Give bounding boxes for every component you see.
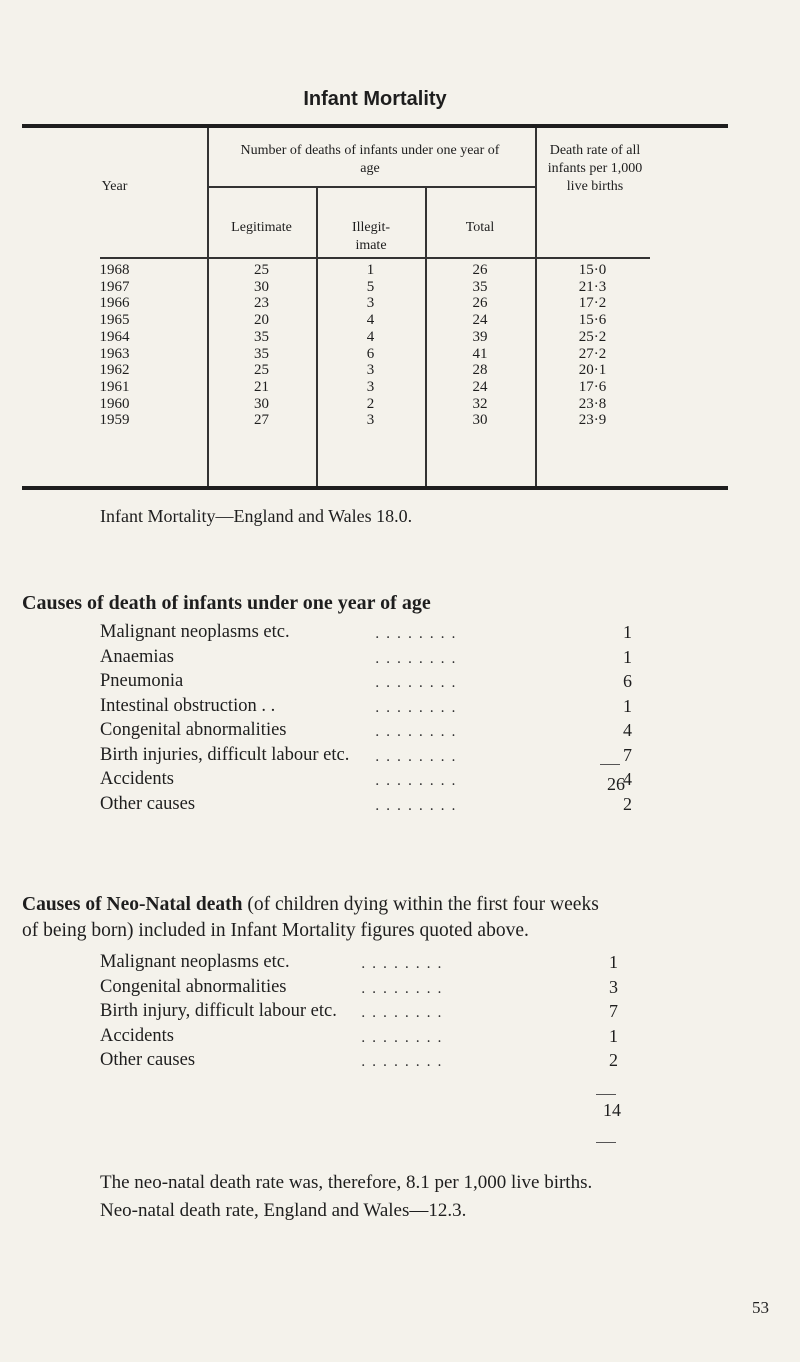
cell-illegitimate: 3	[366, 412, 375, 429]
cell-rate: 23·9	[578, 412, 607, 429]
page-title: Infant Mortality	[303, 88, 447, 110]
item-value: 7	[623, 744, 632, 765]
cell-illegitimate: 3	[366, 362, 375, 379]
neonatal-rate-text: The neo-natal death rate was, therefore, 8.1 per 1,000 live births.	[100, 1172, 593, 1193]
cell-legitimate: 35	[254, 328, 269, 345]
item-label: Other causes	[100, 792, 201, 817]
cell-total: 24	[472, 312, 488, 329]
cell-legitimate: 25	[254, 262, 269, 278]
cell-total: 30	[472, 412, 488, 429]
cell-rate: 21·3	[578, 278, 607, 295]
total-rule	[596, 1094, 616, 1095]
cell-illegitimate: 5	[366, 278, 375, 295]
cell-total: 26	[472, 262, 488, 278]
item-label: Other causes	[100, 1048, 201, 1073]
cell-total: 28	[472, 362, 488, 379]
cell-illegitimate: 6	[366, 345, 375, 362]
dot-leader: . . . . . . . .	[361, 956, 443, 972]
item-value: 4	[623, 720, 632, 740]
dot-leader: . . . . . . . .	[375, 626, 457, 642]
cell-illegitimate: 4	[366, 328, 375, 345]
item-label: Malignant neoplasms etc.	[100, 950, 296, 975]
cell-year: 1961	[99, 378, 130, 395]
cell-illegitimate: 1	[366, 262, 375, 278]
item-value: 2	[623, 793, 632, 814]
total-rule	[600, 764, 620, 765]
item-value: 1	[623, 622, 632, 642]
cell-legitimate: 27	[254, 412, 269, 429]
neonatal-total: 14	[603, 1100, 621, 1120]
cell-year: 1968	[99, 262, 130, 278]
neonatal-heading	[22, 894, 599, 916]
item-value: 1	[623, 646, 632, 667]
cell-legitimate: 20	[254, 312, 269, 329]
total-rule	[596, 1142, 616, 1143]
cell-total: 35	[472, 278, 488, 295]
cell-rate: 25·2	[578, 328, 607, 345]
cell-legitimate: 30	[254, 395, 269, 412]
cell-illegitimate: 3	[366, 378, 375, 395]
cell-total: 39	[472, 328, 488, 345]
dot-leader: . . . . . . . .	[361, 1029, 443, 1046]
item-value: 1	[623, 695, 632, 716]
cell-illegitimate: 3	[366, 295, 375, 312]
cell-rate: 20·1	[578, 362, 607, 379]
cell-year: 1967	[99, 278, 130, 295]
item-label: Accidents	[100, 1024, 180, 1049]
cell-rate: 27·2	[578, 345, 607, 362]
cell-year: 1962	[99, 362, 130, 379]
item-value: 6	[623, 671, 632, 691]
cell-year: 1960	[99, 395, 130, 412]
neonatal-national-text: Neo-natal death rate, England and Wales—12.3.	[100, 1200, 467, 1221]
item-label: Anaemias	[100, 645, 180, 670]
cell-year: 1959	[99, 412, 130, 429]
dot-leader: . . . . . . . .	[375, 797, 457, 814]
cell-total: 24	[472, 378, 488, 395]
item-label: Malignant neoplasms etc.	[100, 620, 296, 645]
cell-total: 41	[472, 345, 488, 362]
dot-leader: . . . . . . . .	[375, 748, 457, 765]
header-year: Year	[101, 179, 128, 194]
cell-legitimate: 25	[254, 362, 269, 379]
table-top-rule	[22, 124, 728, 128]
footnote: Infant Mortality—England and Wales 18.0.	[100, 506, 413, 526]
item-label: Accidents	[100, 767, 180, 792]
header-bottom-rule	[100, 257, 650, 259]
dot-leader: . . . . . . . .	[361, 1005, 443, 1021]
cell-year: 1965	[99, 312, 130, 329]
cell-legitimate: 21	[254, 378, 269, 395]
cell-rate: 17·2	[578, 295, 607, 312]
dot-leader: . . . . . . . .	[375, 773, 457, 789]
item-label: Intestinal obstruction . .	[100, 694, 281, 719]
item-value: 3	[609, 976, 618, 997]
cell-legitimate: 30	[254, 278, 269, 295]
item-value: 1	[609, 1025, 618, 1046]
causes-total: 26	[607, 774, 625, 794]
dot-leader: . . . . . . . .	[375, 650, 457, 667]
dot-leader: . . . . . . . .	[375, 724, 457, 740]
cell-year: 1963	[99, 345, 130, 362]
neonatal-heading-line2: of being born) included in Infant Mortality figures quoted above.	[22, 920, 529, 941]
table-bottom-rule	[22, 486, 728, 490]
cell-illegitimate: 2	[366, 395, 375, 412]
item-label: Congenital abnormalities	[100, 975, 293, 1000]
item-label: Birth injuries, difficult labour etc.	[100, 743, 355, 768]
header-death-rate: Death rate of all infants per 1,000 live births	[547, 143, 643, 194]
neonatal-heading-bold: Causes of Neo-Natal death	[22, 894, 243, 915]
header-legitimate: Legitimate	[231, 220, 292, 235]
cell-total: 32	[472, 395, 488, 412]
item-value: 7	[609, 1001, 618, 1021]
item-value: 4	[623, 769, 632, 789]
cell-total: 26	[472, 295, 488, 312]
cell-year: 1964	[99, 328, 130, 345]
cell-rate: 23·8	[578, 395, 607, 412]
cell-illegitimate: 4	[366, 312, 375, 329]
neonatal-heading-rest: (of children dying within the first four weeks	[242, 894, 599, 915]
item-label: Birth injury, difficult labour etc.	[100, 999, 343, 1024]
item-value: 2	[609, 1050, 618, 1070]
cell-rate: 15·6	[578, 312, 607, 329]
cell-rate: 15·0	[578, 262, 607, 278]
dot-leader: . . . . . . . .	[375, 699, 457, 716]
dot-leader: . . . . . . . .	[375, 675, 457, 691]
page-number: 53	[752, 1298, 769, 1317]
dot-leader: . . . . . . . .	[361, 1054, 443, 1070]
dot-leader: . . . . . . . .	[361, 980, 443, 997]
item-label: Congenital abnormalities	[100, 718, 293, 743]
cell-legitimate: 23	[254, 295, 269, 312]
header-illegitimate: Illegit- imate	[351, 220, 391, 253]
header-deaths-group: Number of deaths of infants under one year of age	[240, 143, 500, 176]
cell-rate: 17·6	[578, 378, 607, 395]
header-total: Total	[465, 220, 495, 235]
item-label: Pneumonia	[100, 669, 189, 694]
cell-year: 1966	[99, 295, 130, 312]
header-divider	[207, 186, 535, 188]
cell-legitimate: 35	[254, 345, 269, 362]
causes-heading: Causes of death of infants under one year of age	[22, 592, 431, 614]
item-value: 1	[609, 952, 618, 972]
